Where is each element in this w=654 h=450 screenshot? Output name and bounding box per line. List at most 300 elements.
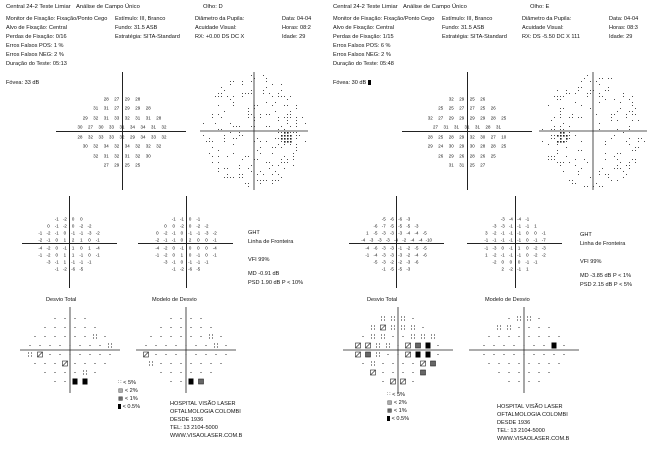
prob-dot xyxy=(371,326,372,327)
grid-value: -1 xyxy=(179,216,184,222)
gray-dot xyxy=(575,102,576,103)
gray-dot xyxy=(281,159,282,160)
gray-dot xyxy=(281,96,282,97)
gray-dot xyxy=(611,117,612,118)
gray-dot xyxy=(575,135,576,136)
prob-dot xyxy=(519,327,520,328)
gray-dot xyxy=(287,138,289,140)
grid-value: 29 xyxy=(448,153,454,159)
gray-dot xyxy=(632,159,633,160)
gray-dot xyxy=(617,165,618,166)
prob-dot xyxy=(411,335,412,336)
gray-dot xyxy=(290,138,292,140)
grid-value: -2 xyxy=(533,252,538,258)
prob-dot xyxy=(393,372,394,373)
prob-dot xyxy=(171,372,172,373)
grid-value: 30 xyxy=(469,143,475,149)
grid-value: 0 xyxy=(188,245,192,251)
prob-dot xyxy=(391,320,392,321)
prob-dot xyxy=(181,336,182,337)
grid-value: 26 xyxy=(459,153,465,159)
grid-value: -5 xyxy=(414,245,419,251)
gray-dot xyxy=(218,171,219,172)
rx: RX: DS -5.50 DC X 111 xyxy=(522,34,580,40)
grid-value: 31 xyxy=(151,124,156,130)
gray-dot xyxy=(230,81,231,82)
grid-value: -5 xyxy=(373,230,378,236)
prob-dot xyxy=(209,338,210,339)
gray-dot xyxy=(566,93,567,94)
grid-value: -1 xyxy=(492,237,497,243)
grid-value: -4 xyxy=(410,237,415,243)
prob-box xyxy=(199,379,204,384)
grid-value: 0 xyxy=(517,259,521,265)
gray-dot xyxy=(269,162,270,163)
gray-dot xyxy=(269,114,270,115)
false-pos: Erros Falsos POS: 1 % xyxy=(6,43,64,49)
prob-dot xyxy=(186,354,187,355)
gray-dot xyxy=(251,126,252,127)
grid-value: -3 xyxy=(414,223,419,229)
gray-dot xyxy=(638,141,639,142)
gray-dot xyxy=(578,150,579,151)
fovea-value: Fóvea: 33 dB xyxy=(6,80,40,86)
gray-dot xyxy=(551,159,552,160)
gray-dot xyxy=(605,153,606,154)
grid-value: -2 xyxy=(155,237,160,243)
prob-dot xyxy=(70,354,71,355)
grid-value: -5 xyxy=(406,223,411,229)
grid-value: 0 xyxy=(80,245,83,251)
hospital-line2: OFTALMOLOGIA COLOMBI xyxy=(497,412,568,418)
hospital-website: WWW.VISAOLASER.COM.B xyxy=(170,433,243,439)
grid-value: -6 xyxy=(71,266,76,272)
grid-value: -1 xyxy=(398,245,403,251)
gray-dot xyxy=(563,162,564,163)
gray-dot xyxy=(266,162,267,163)
prob-dot xyxy=(374,362,375,363)
false-neg: Erros Falsos NEG: 2 % xyxy=(333,52,391,58)
total-deviation-title: Desvio Total xyxy=(46,297,77,303)
gray-dot xyxy=(566,141,567,142)
prob-dot xyxy=(391,326,392,327)
grid-value: 25 xyxy=(124,162,130,168)
gray-dot xyxy=(227,177,228,178)
grid-value: 0 xyxy=(55,245,58,251)
gray-dot xyxy=(242,81,243,82)
gray-dot xyxy=(275,111,276,112)
grid-value: 0 xyxy=(55,237,58,243)
grid-value: 0 xyxy=(172,223,175,229)
grid-value: -1 xyxy=(171,259,176,265)
gray-dot xyxy=(602,186,603,187)
prob-dot xyxy=(379,356,380,357)
gray-dot xyxy=(272,153,273,154)
grid-value: 1 xyxy=(366,230,369,236)
gray-dot xyxy=(560,138,562,140)
grid-value: -4 xyxy=(517,216,522,222)
gray-dot xyxy=(617,159,618,160)
gray-dot xyxy=(248,117,249,118)
vfi: VFI 99% xyxy=(580,259,602,265)
grid-value: 25 xyxy=(438,105,444,111)
prob-dot xyxy=(519,381,520,382)
prob-dot xyxy=(374,329,375,330)
gray-dot xyxy=(626,165,627,166)
grid-value: -1 xyxy=(196,259,201,265)
gray-dot xyxy=(287,120,288,121)
gray-dot xyxy=(257,105,258,106)
grid-value: 2 xyxy=(188,237,192,243)
prob-dot xyxy=(509,372,510,373)
gray-dot xyxy=(293,165,294,166)
prob-hatch xyxy=(63,361,68,366)
prob-dot xyxy=(171,336,172,337)
gray-dot xyxy=(293,159,294,160)
gray-dot xyxy=(629,111,630,112)
gray-dot xyxy=(572,117,573,118)
gray-dot xyxy=(617,153,618,154)
prob-dot xyxy=(379,344,380,345)
pupil-diameter: Diâmetro da Pupila: xyxy=(522,16,572,22)
prob-dot xyxy=(45,336,46,337)
prob-dot xyxy=(111,347,112,348)
grid-value: -6 xyxy=(422,252,427,258)
prob-dot xyxy=(93,335,94,336)
gray-dot xyxy=(230,132,231,133)
grid-value: -1 xyxy=(171,216,176,222)
gray-dot xyxy=(581,150,582,151)
prob-dot xyxy=(100,345,101,346)
gray-dot xyxy=(284,96,285,97)
gray-dot xyxy=(275,180,276,181)
grid-value: -2 xyxy=(406,252,411,258)
gray-dot xyxy=(272,165,273,166)
gray-dot xyxy=(608,177,609,178)
grid-value: -1 xyxy=(500,230,505,236)
grid-value: 31 xyxy=(119,124,125,130)
grid-value: 1 xyxy=(534,223,537,229)
grid-value: -3 xyxy=(500,223,505,229)
prob-dot xyxy=(152,365,153,366)
gray-dot xyxy=(635,159,636,160)
prob-dot xyxy=(209,335,210,336)
gray-dot xyxy=(281,141,282,142)
grid-value: 33 xyxy=(109,134,114,140)
hospital-line3: DESDE 1936 xyxy=(497,420,531,426)
prob-dot xyxy=(423,327,424,328)
prob-block xyxy=(552,343,557,349)
gray-dot xyxy=(278,93,279,94)
gray-dot xyxy=(230,177,231,178)
grid-value: -3 xyxy=(406,266,411,272)
gray-dot xyxy=(221,117,222,118)
prob-dot xyxy=(539,363,540,364)
prob-block xyxy=(426,352,431,358)
time: Horas: 08:3 xyxy=(609,25,638,31)
gray-dot xyxy=(290,132,291,133)
gray-dot xyxy=(629,144,630,145)
gray-dot xyxy=(272,147,273,148)
gray-dot xyxy=(572,114,573,115)
grid-value: 0 xyxy=(205,237,208,243)
grid-value: 26 xyxy=(438,153,444,159)
grid-value: 26 xyxy=(480,96,486,102)
gray-dot xyxy=(590,177,591,178)
strategy: Estratégia: SITA-Standard xyxy=(442,34,507,40)
gray-dot xyxy=(209,153,210,154)
gray-dot xyxy=(293,132,294,133)
legend-5: ∷ < 5% xyxy=(118,380,137,386)
prob-dot xyxy=(65,327,66,328)
prob-dot xyxy=(55,327,56,328)
md: MD -3.85 dB P < 1% xyxy=(580,273,632,279)
grid-value: 34 xyxy=(103,143,109,149)
grid-value: -1 xyxy=(508,223,513,229)
prob-dot xyxy=(529,327,530,328)
grid-value: 28 xyxy=(77,134,83,140)
grid-value: 0 xyxy=(501,245,504,251)
prob-dot xyxy=(379,353,380,354)
psd: PSD 2.15 dB P < 5% xyxy=(580,282,632,288)
gray-dot xyxy=(281,147,282,148)
grid-value: -1 xyxy=(517,223,522,229)
gray-dot xyxy=(623,171,624,172)
ght-result: Linha de Fronteira xyxy=(580,241,626,247)
gray-dot xyxy=(230,84,231,85)
gray-dot xyxy=(239,168,240,169)
prob-dot xyxy=(212,338,213,339)
prob-dot xyxy=(181,363,182,364)
gray-dot xyxy=(248,108,249,109)
prob-hatch xyxy=(381,325,386,330)
gray-dot xyxy=(560,114,561,115)
stimulus: Estímulo: III, Branco xyxy=(442,16,493,22)
grid-value: -5 xyxy=(79,266,84,272)
gray-dot xyxy=(227,168,228,169)
prob-dot xyxy=(510,329,511,330)
grid-value: -3 xyxy=(389,230,394,236)
gray-dot xyxy=(620,162,621,163)
prob-dot xyxy=(40,345,41,346)
gray-dot xyxy=(599,186,600,187)
grid-value: 29 xyxy=(427,143,433,149)
prob-dot xyxy=(35,336,36,337)
grid-value: -5 xyxy=(389,223,394,229)
gray-dot xyxy=(560,141,562,143)
stimulus: Estímulo: III, Branco xyxy=(115,16,166,22)
gray-dot xyxy=(608,78,609,79)
gray-dot xyxy=(644,141,645,142)
prob-dot xyxy=(383,372,384,373)
prob-hatch xyxy=(356,352,361,357)
gray-dot xyxy=(266,87,267,88)
prob-dot xyxy=(389,347,390,348)
grid-value: 0 xyxy=(180,237,184,243)
grid-value: 29 xyxy=(124,96,130,102)
gray-dot xyxy=(575,159,576,160)
grid-value: 1 xyxy=(71,252,75,258)
gray-dot xyxy=(581,105,582,106)
gray-dot xyxy=(269,168,270,169)
prob-dot xyxy=(529,372,530,373)
gray-dot xyxy=(635,150,636,151)
grid-value: 0 xyxy=(205,252,208,258)
grid-value: 27 xyxy=(490,134,496,140)
gray-dot xyxy=(587,75,588,76)
grid-value: -3 xyxy=(377,237,382,243)
grid-value: 25 xyxy=(490,153,496,159)
gray-dot xyxy=(221,129,222,130)
gray-dot xyxy=(272,174,273,175)
gray-dot xyxy=(278,129,279,130)
prob-dot xyxy=(484,345,485,346)
gray-dot xyxy=(629,165,630,166)
gray-dot xyxy=(626,117,627,118)
visual-acuity: Acuidade Visual: xyxy=(522,25,564,31)
grid-value: 31 xyxy=(464,124,470,130)
gray-dot xyxy=(251,90,252,91)
grid-value: -3 xyxy=(398,230,403,236)
gray-dot xyxy=(290,114,291,115)
total-deviation-probability xyxy=(20,305,120,395)
gray-dot xyxy=(548,156,549,157)
grid-value: -2 xyxy=(179,223,184,229)
gray-dot xyxy=(629,162,630,163)
gray-dot xyxy=(557,96,558,97)
prob-dot xyxy=(376,353,377,354)
grid-value: -3 xyxy=(381,230,386,236)
grid-value: 1 xyxy=(485,252,488,258)
gray-dot xyxy=(557,99,558,100)
gray-dot xyxy=(638,138,639,139)
grid-value: 32 xyxy=(145,143,151,149)
gray-dot xyxy=(287,135,289,137)
gray-dot xyxy=(242,177,243,178)
gray-dot xyxy=(260,141,261,142)
prob-dot xyxy=(519,336,520,337)
grid-value: 33 xyxy=(109,124,114,130)
prob-dot xyxy=(226,354,227,355)
grid-value: -2 xyxy=(406,245,411,251)
grid-value: -1 xyxy=(163,237,168,243)
gray-dot xyxy=(560,108,561,109)
prob-dot xyxy=(434,338,435,339)
gray-dot xyxy=(629,138,630,139)
grid-value: -2 xyxy=(179,266,184,272)
total-deviation-title: Desvio Total xyxy=(367,297,398,303)
gray-dot xyxy=(626,174,627,175)
prob-dot xyxy=(149,365,150,366)
gray-dot xyxy=(287,114,288,115)
prob-dot xyxy=(421,335,422,336)
grid-value: 1 xyxy=(88,245,91,251)
legend-05: < 0.5% xyxy=(387,416,409,422)
grid-value: -4 xyxy=(508,216,513,222)
test-duration: Duração do Teste: 05:48 xyxy=(333,61,394,67)
prob-dot xyxy=(85,327,86,328)
grid-value: -6 xyxy=(188,266,193,272)
prob-dot xyxy=(105,336,106,337)
grid-value: -3 xyxy=(492,245,497,251)
gray-dot xyxy=(260,180,261,181)
grid-value: 0 xyxy=(188,216,192,222)
prob-dot xyxy=(156,354,157,355)
prob-dot xyxy=(534,354,535,355)
gray-dot xyxy=(599,78,600,79)
gray-dot xyxy=(614,114,615,115)
gray-dot xyxy=(284,168,285,169)
gray-dot xyxy=(608,174,609,175)
grid-value: -1 xyxy=(54,223,59,229)
grid-value: 0 xyxy=(526,252,529,258)
grid-value: 28 xyxy=(427,134,433,140)
grid-value: -1 xyxy=(500,252,505,258)
grid-value: -1 xyxy=(508,245,513,251)
grid-value: 26 xyxy=(490,105,496,111)
gray-dot xyxy=(248,93,249,94)
prob-dot xyxy=(65,372,66,373)
grid-value: 32 xyxy=(161,134,167,140)
gray-dot xyxy=(554,156,555,157)
prob-dot xyxy=(499,372,500,373)
prob-dot xyxy=(181,327,182,328)
grid-value: 1 xyxy=(80,237,83,243)
gray-dot xyxy=(629,168,630,169)
gray-dot xyxy=(269,93,270,94)
gray-dot xyxy=(560,165,561,166)
gray-dot xyxy=(260,171,261,172)
prob-block xyxy=(426,343,431,349)
gray-dot xyxy=(248,114,249,115)
prob-dot xyxy=(176,345,177,346)
gray-dot xyxy=(581,117,582,118)
gray-dot xyxy=(212,141,213,142)
gray-dot xyxy=(635,162,636,163)
prob-dot xyxy=(191,327,192,328)
grid-value: -1 xyxy=(171,230,176,236)
prob-hatch xyxy=(371,370,376,375)
gray-dot xyxy=(266,126,267,127)
grid-value: -1 xyxy=(212,237,217,243)
prob-dot xyxy=(363,363,364,364)
gray-dot xyxy=(224,177,225,178)
prob-dot xyxy=(161,336,162,337)
grid-value: 0 xyxy=(534,230,537,236)
gray-dot xyxy=(599,84,600,85)
grid-value: -4 xyxy=(95,245,100,251)
grid-value: 30 xyxy=(77,124,83,130)
gray-dot xyxy=(296,150,297,151)
grid-value: -1 xyxy=(179,245,184,251)
grid-value: 0 xyxy=(156,230,159,236)
prob-dot xyxy=(196,354,197,355)
gray-dot xyxy=(563,108,564,109)
grayscale-map xyxy=(539,72,647,190)
gray-dot xyxy=(554,135,555,136)
prob-dot xyxy=(424,335,425,336)
grid-value: -6 xyxy=(373,245,378,251)
grid-value: -2 xyxy=(492,230,497,236)
gray-dot xyxy=(245,183,246,184)
gray-dot xyxy=(623,132,624,133)
grid-value: 34 xyxy=(130,124,135,130)
prob-dot xyxy=(96,335,97,336)
prob-dot xyxy=(509,318,510,319)
prob-dot xyxy=(527,317,528,318)
grid-value: -1 xyxy=(71,259,76,265)
grid-value: -1 xyxy=(196,252,201,258)
